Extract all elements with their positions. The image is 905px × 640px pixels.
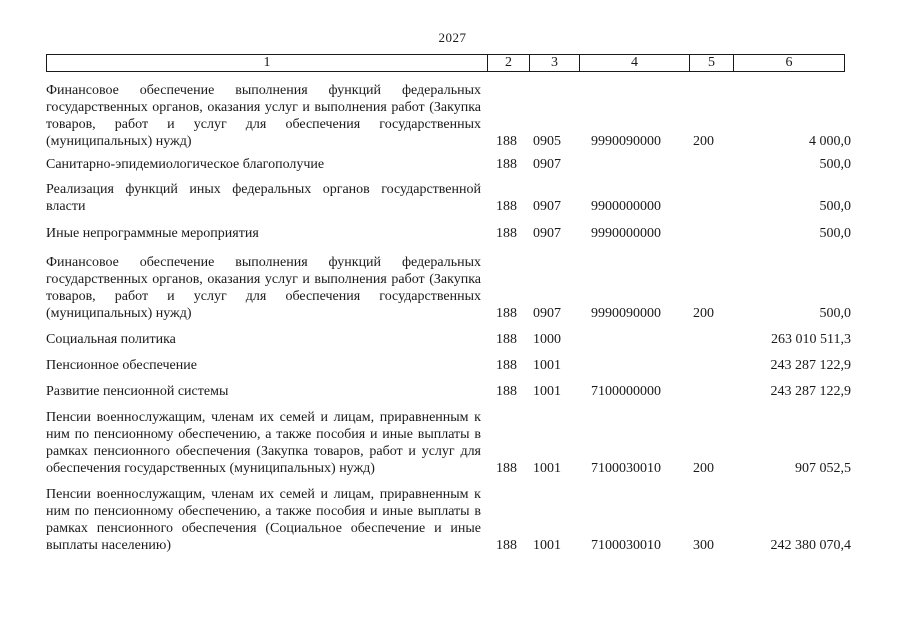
table-row [46, 181, 851, 215]
row-rz-code: 1001 [533, 538, 561, 553]
row-vr-code: 300 [693, 538, 714, 553]
table-row [46, 254, 851, 322]
row-gr-code: 188 [496, 226, 517, 241]
row-description: Социальная политика [46, 332, 176, 347]
table-row [46, 486, 851, 554]
budget-rows [46, 82, 851, 554]
row-gr-code: 188 [496, 384, 517, 399]
row-rz-code: 0905 [533, 134, 561, 149]
row-rz-code: 0907 [533, 306, 561, 321]
row-cs-code: 7100030010 [591, 461, 661, 476]
row-rz-code: 1001 [533, 461, 561, 476]
row-gr-code: 188 [496, 538, 517, 553]
column-header-4: 4 [580, 55, 690, 72]
row-amount: 500,0 [819, 226, 851, 241]
table-row [46, 383, 851, 400]
column-header-6: 6 [734, 55, 845, 72]
row-description: Развитие пенсионной системы [46, 384, 229, 399]
row-cs-code: 9990000000 [591, 226, 661, 241]
row-description: Пенсии военнослужащим, членам их семей и лицам, приравненным к ним по пенсионному обеспечению, а также пособия и иные выплаты в рамках пенсионного обеспечения (Закупка товаров, работ и услуг для обеспечения государственных (муниципальных) нужд) [46, 410, 481, 476]
page-number: 2027 [438, 30, 467, 45]
row-vr-code: 200 [693, 306, 714, 321]
row-cs-code: 9990090000 [591, 306, 661, 321]
table-row [46, 156, 851, 173]
row-amount: 263 010 511,3 [771, 332, 851, 347]
column-header-1: 1 [47, 55, 488, 72]
row-rz-code: 1000 [533, 332, 561, 347]
row-amount: 243 287 122,9 [770, 358, 851, 373]
row-cs-code: 9990090000 [591, 134, 661, 149]
row-description: Финансовое обеспечение выполнения функций федеральных государственных органов, оказания услуг и выполнения работ (Закупка товаров, работ и услуг для обеспечения государственных (муниципальных) нужд) [46, 255, 481, 321]
row-amount: 907 052,5 [795, 461, 851, 476]
row-gr-code: 188 [496, 157, 517, 172]
table-row [46, 82, 851, 150]
table-row [46, 225, 851, 242]
row-gr-code: 188 [496, 358, 517, 373]
row-amount: 4 000,0 [809, 134, 851, 149]
column-header-table [46, 54, 845, 72]
table-row [46, 409, 851, 477]
row-rz-code: 1001 [533, 384, 561, 399]
row-description: Пенсионное обеспечение [46, 358, 197, 373]
row-gr-code: 188 [496, 461, 517, 476]
column-header-3: 3 [530, 55, 580, 72]
column-header-2: 2 [488, 55, 530, 72]
row-rz-code: 0907 [533, 199, 561, 214]
row-description: Пенсии военнослужащим, членам их семей и лицам, приравненным к ним по пенсионному обеспечению, а также пособия и иные выплаты в рамках пенсионного обеспечения (Социальное обеспечение и иные выплаты населению) [46, 487, 481, 553]
row-amount: 500,0 [819, 306, 851, 321]
row-amount: 242 380 070,4 [770, 538, 851, 553]
row-description: Санитарно-эпидемиологическое благополучие [46, 157, 325, 172]
row-amount: 500,0 [819, 199, 851, 214]
column-header-row [47, 55, 845, 72]
row-description: Реализация функций иных федеральных органов государственной власти [46, 182, 481, 214]
row-cs-code: 9900000000 [591, 199, 661, 214]
row-rz-code: 0907 [533, 157, 561, 172]
row-gr-code: 188 [496, 332, 517, 347]
row-gr-code: 188 [496, 306, 517, 321]
row-rz-code: 1001 [533, 358, 561, 373]
row-description: Финансовое обеспечение выполнения функций федеральных государственных органов, оказания услуг и выполнения работ (Закупка товаров, работ и услуг для обеспечения государственных (муниципальных) нужд) [46, 83, 481, 149]
row-vr-code: 200 [693, 461, 714, 476]
table-row [46, 331, 851, 348]
row-cs-code: 7100000000 [591, 384, 661, 399]
table-row [46, 357, 851, 374]
row-rz-code: 0907 [533, 226, 561, 241]
row-gr-code: 188 [496, 199, 517, 214]
row-amount: 500,0 [819, 157, 851, 172]
row-gr-code: 188 [496, 134, 517, 149]
row-vr-code: 200 [693, 134, 714, 149]
row-amount: 243 287 122,9 [770, 384, 851, 399]
column-header-5: 5 [690, 55, 734, 72]
row-description: Иные непрограммные мероприятия [46, 226, 259, 241]
row-cs-code: 7100030010 [591, 538, 661, 553]
